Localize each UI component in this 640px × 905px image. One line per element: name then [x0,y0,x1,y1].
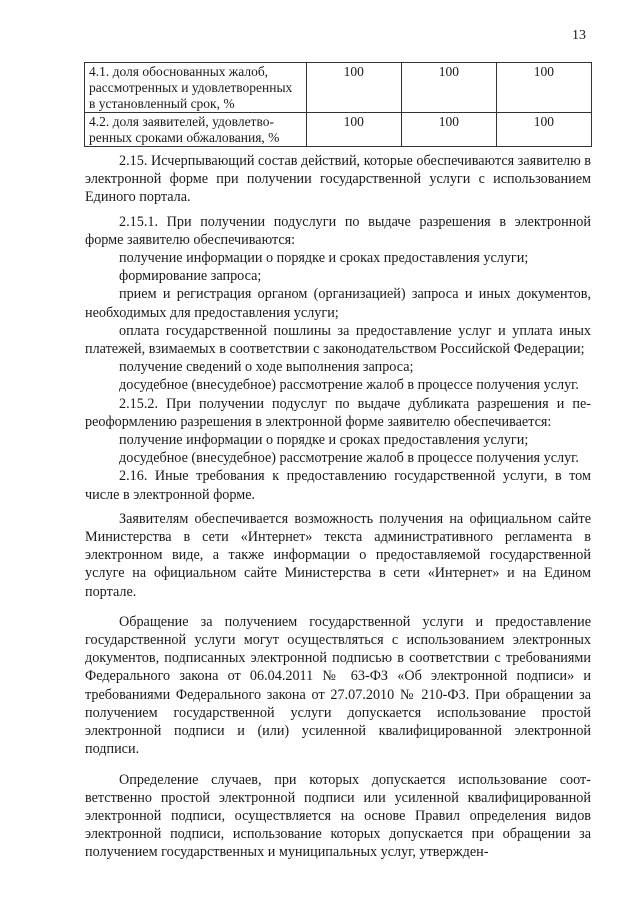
table-cell-label: 4.2. доля заявителей, удовлетворенных сроками обжалования, % [85,113,307,147]
section-heading-2-15: 2.15. Исчерпывающий состав действий, которые обеспечиваются заявителю в электронной форме при получении государственной услуги с использованием Единого портала. [85,153,591,206]
paragraph: Обращение за получением государственной услуги и предоставление государственной услуги могут осуществляться с использованием электронных документов, подписанных электронной подписью в соответствии с требованиями Федерального закона от 06.04.2011 № 63-ФЗ «Об электронной подписи» и требованиями Федерального закона от 27.07.2010 № 210-ФЗ. При обращении за получением государственной услуги допускается использование простой электронной подписи и (или) усиленной квалифицированной электронной подписи. [85,613,591,758]
list-item: формирование запроса; [119,268,262,285]
table-row [85,63,592,113]
indicator-table [84,62,592,147]
table-cell-value: 100 [306,63,401,113]
table-cell-value: 100 [496,113,591,147]
list-item: получение информации о порядке и сроках предоставления услуги; [119,250,529,267]
list-item: оплата государственной пошлины за предоставление услуг и уплата иных платежей, взимаемых в соответствии с законодательством Российской Федерации; [85,322,591,358]
paragraph: Заявителям обеспечивается возможность получения на официальном сайте Министерства в сети «Интернет» текста административного регламента в электронном виде, а также информации о предоставляемой государственной услуге на официальном сайте Министерства в сети «Интернет» и на Едином портале. [85,510,591,600]
list-item: досудебное (внесудебное) рассмотрение жалоб в процессе получения услуг. [119,377,579,394]
table-row [85,113,592,147]
page-number: 13 [572,28,586,43]
list-item: получение сведений о ходе выполнения запроса; [119,359,414,376]
document-body [85,152,591,862]
list-item: досудебное (внесудебное) рассмотрение жалоб в процессе получения услуг. [119,450,579,467]
table-cell-value: 100 [401,113,496,147]
list-item: получение информации о порядке и сроках предоставления услуги; [119,432,529,449]
paragraph: 2.15.1. При получении подуслуги по выдаче разрешения в электронной форме заявителю обеспечиваются: [85,213,591,248]
paragraph: Определение случаев, при которых допускается использование соответственно простой электронной подписи или усиленной квалифицированной электронной подписи, осуществляется на основе Правил определения видов электронной подписи, использование которых допускается при обращении за получением государственных и муниципальных услуг, утвержден- [85,771,591,861]
table-cell-value: 100 [401,63,496,113]
table-cell-value: 100 [306,113,401,147]
list-item: прием и регистрация органом (организацией) запроса и иных документов, необходимых для предоставления услуги; [85,286,591,321]
table-cell-label: 4.1. доля обоснованных жалоб, рассмотренных и удовлетворенных в установленный срок, % [85,63,307,113]
paragraph: 2.15.2. При получении подуслуг по выдаче дубликата разрешения и переоформлению разрешения в электронной форме заявителю обеспечивается: [85,395,591,430]
table-cell-value: 100 [496,63,591,113]
section-heading-2-16: 2.16. Иные требования к предоставлению государственной услуги, в том числе в электронной форме. [85,468,591,503]
